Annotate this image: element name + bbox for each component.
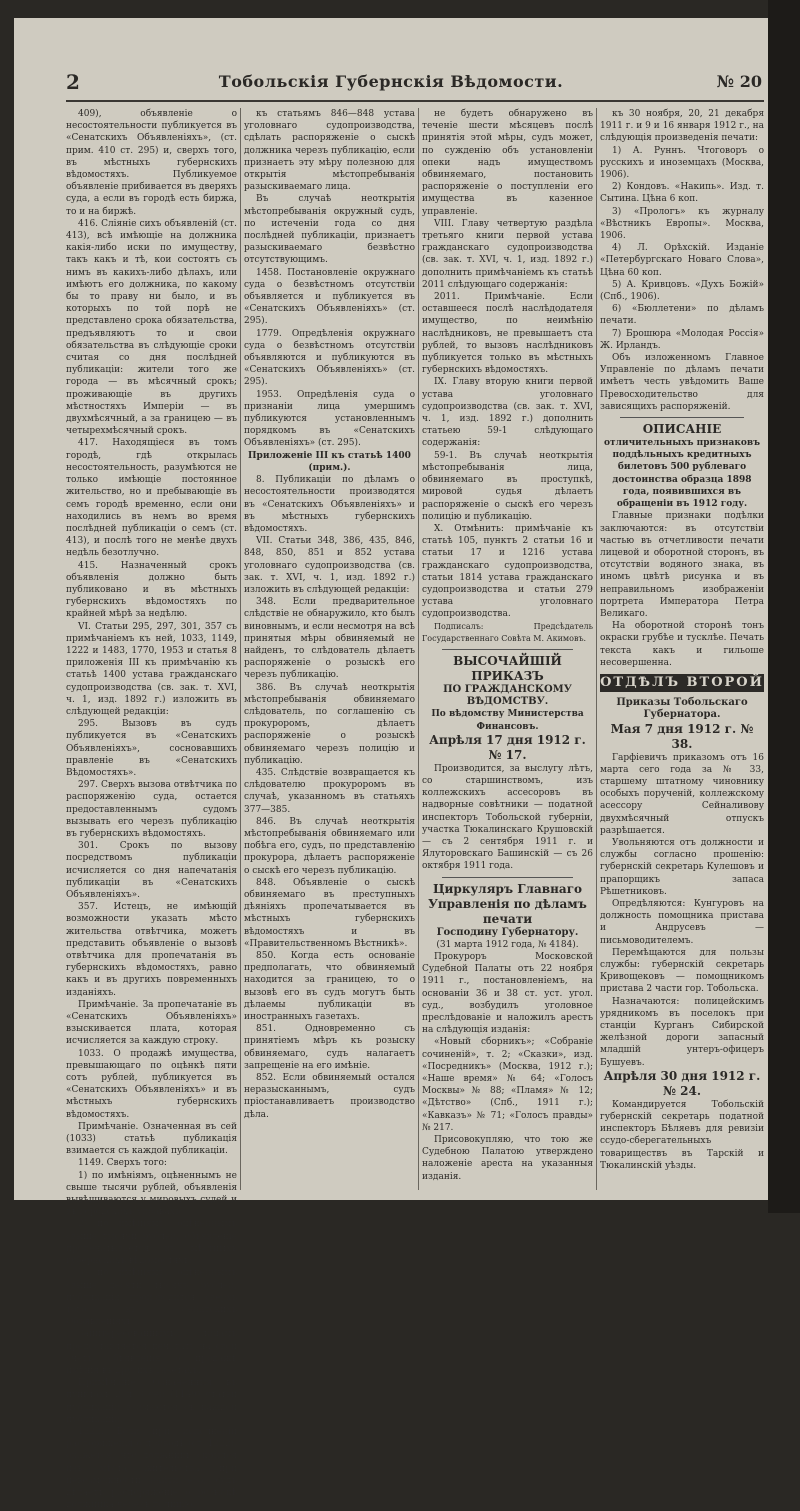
circular-addressee: Господину Губернатору.: [436, 926, 579, 938]
paragraph: 416. Сліяніе сихъ объявленій (ст. 413), всѣ имѣющіе на должника какія-либо иски по имуществу, такъ какъ и тѣ, кои состоятъ съ нимъ въ какихъ-либо дѣлахъ, или имѣютъ его должника, по какому бы то праву ни было, и въ которыхъ по той порѣ не представлено срока обязательства, предъявляютъ то и свои обязательства въ слѣдующіе сроки считая со дня послѣдней публикаціи: жители того же города — въ мѣсячный срокъ; проживающіе въ другихъ мѣстностяхъ Имперіи — въ двухмѣсячный, а за границею — въ четырехмѣсячный срокъ.: [66, 218, 237, 437]
description-subheading: отличительныхъ признаковъ поддѣльныхъ кредитныхъ билетовъ 500 рублеваго достоинства образца 1898 года, появившихся въ обращеніи въ 1912 году.: [603, 438, 760, 510]
paragraph: 850. Когда есть основаніе предполагать, что обвиняемый находится за границею, то о вызовѣ его въ судъ могутъ быть дѣлаемы публикаціи въ иностранныхъ газетахъ.: [244, 951, 415, 1023]
paragraph: 8. Публикаціи по дѣламъ о несостоятельности производятся въ «Сенатскихъ Объявленіяхъ» и въ мѣстныхъ губернскихъ вѣдомостяхъ.: [244, 475, 415, 534]
paragraph: Назначаются: полицейскимъ урядникомъ въ поселокъ при станціи Курганъ Сибирской желѣзной дороги запасный младшій унтеръ-офицеръ Бушуевъ.: [600, 996, 764, 1068]
paragraph: «Новый сборникъ»; «Собраніе сочиненій», т. 2; «Сказки», изд. «Посредникъ» (Москва, 1912 г.); «Наше время» № 64; «Голосъ Москвы» № 88; «Пламя» № 12; «Дѣтство» (Спб., 1911 г.); «Кавказъ» № 71; «Голосъ правды» № 217.: [422, 1037, 593, 1133]
decree-date: Апрѣля 17 дня 1912 г. № 17.: [429, 732, 586, 762]
issue-number: № 20: [716, 72, 762, 91]
paragraph: 1) по имѣніямъ, оцѣненнымъ не свыше тысячи рублей, объявленія вывѣшиваются у мировыхъ судей и въ городскихъ управахъ;: [66, 1170, 237, 1218]
paragraph: Командируется Тобольскій губернскій секретарь податной инспекторъ Бѣляевъ для ревизіи ссудо-сберегательныхъ товариществъ въ Тарскій и Тюкалинскій уѣзды.: [600, 1099, 764, 1171]
page-edge-shadow: [768, 0, 800, 1213]
divider: [442, 877, 573, 878]
page-title: Тобольскія Губернскія Вѣдомости.: [218, 72, 564, 91]
column-1: [66, 108, 237, 1511]
newspaper-page: [14, 18, 768, 1511]
paragraph: 1222. Если при исполненіи распоряженія о приводѣ (ст. 1222), окажется, что должникъ скрылся изъ мѣста жительства, при невозможности найти его, судъ дѣлаетъ распоряженіе о розыскѣ должника черезъ полицію.: [66, 1426, 237, 1511]
circular-date: (31 марта 1912 года, № 4184).: [436, 939, 579, 950]
paragraph: VIII. Главу четвертую раздѣла третьяго книги первой устава гражданскаго судопроизводства (св. зак. т. XVI, ч. 1, изд. 1892 г.) дополнить примѣчаніемъ къ статьѣ 2011 слѣдующаго содержанія:: [422, 218, 593, 290]
paragraph: 3) по имѣніямъ, оцѣненнымъ свыше десяти тысячъ рублей, публикація производится сверхъ того въ «Сенатскихъ Объявленіяхъ».: [66, 1268, 237, 1328]
paragraph: Производится, за выслугу лѣтъ, со старшинствомъ, изъ коллежскихъ ассесоровъ въ надворные совѣтники — податной инспекторъ Тобольской губерніи, участка Тюкалинскаго Крушовскій — съ 2 сентября 1911 г. и Ялуторовскаго Башинскій — съ 26 октября 1911 года.: [422, 763, 593, 872]
paragraph: Увольняются отъ должности и службы согласно прошенію: губернскій секретарь Кулешовъ и прапорщикъ запаса Рѣшетниковъ.: [600, 837, 764, 897]
column-divider: [240, 108, 241, 1190]
paragraph: 1458. Постановленіе окружнаго суда о безвѣстномъ отсутствіи объявляется и публикуется въ «Сенатскихъ Объявленіяхъ» (ст. 295).: [244, 267, 415, 327]
signature-line: Подписалъ: Предсѣдатель Государственнаго Совѣта М. Акимовъ.: [422, 621, 593, 643]
description-heading: ОПИСАНІЕ: [642, 422, 722, 437]
paragraph: къ 30 ноября, 20, 21 декабря 1911 г. и 9 и 16 января 1912 г., на слѣдующія произведенія печати:: [600, 109, 764, 144]
paragraph: не будетъ обнаружено въ теченіе шести мѣсяцевъ послѣ принятія этой мѣры, судъ может, по сужденію объ установленіи опеки надъ имуществомъ обвиняемаго, постановить распоряженіе о поступленіи его имущества въ казенное управленіе.: [422, 109, 593, 217]
decree-heading: ВЫСОЧАЙШІЙ ПРИКАЗЪ: [453, 653, 562, 683]
paragraph: 357. Истецъ, не имѣющій возможности указать мѣсто жительства отвѣтчика, можетъ представить объявленіе о вызовѣ отвѣтчика для пропечатанія въ губернскихъ вѣдомостяхъ, равно какъ и въ другихъ повременныхъ изданіяхъ.: [66, 902, 237, 998]
paragraph: 1779. Опредѣленія окружнаго суда о безвѣстномъ отсутствіи объявляются и публикуются въ «Сенатскихъ Объявленіяхъ» (ст. 295).: [244, 328, 415, 388]
list-item: 5) А. Кривцовъ. «Духъ Божій» (Спб., 1906).: [600, 279, 764, 303]
circular-heading: Циркуляръ Главнаго Управленія по дѣламъ печати: [428, 881, 587, 926]
paragraph: 59-1. Въ случаѣ неоткрытія мѣстопребыванія лица, обвиняемаго въ проступкѣ, мировой судья дѣлаетъ распоряженіе о сыскѣ его черезъ полицію и публикацію.: [422, 450, 593, 522]
section-band: ОТДѢЛЪ ВТОРОЙ: [600, 674, 764, 692]
paragraph: Примѣчаніе. Означенныя въ пунктахъ 2 и 3 сей (1149) статьи публикаціи взимаются съ каждой публикаціи.: [66, 1378, 237, 1425]
page-header: [14, 64, 768, 96]
orders-heading: Приказы Тобольскаго Губернатора.: [616, 697, 748, 721]
paragraph: 848. Объявленіе о сыскѣ обвиняемаго въ преступныхъ дѣяніяхъ пропечатывается въ мѣстныхъ губернскихъ вѣдомостяхъ и въ «Правительственномъ Вѣстникѣ».: [244, 877, 415, 949]
paragraph: 301. Срокъ по вызову посредствомъ публикаціи исчисляется со дня напечатанія публикаціи въ «Сенатскихъ Объявленіяхъ».: [66, 841, 237, 900]
ministry-line: По вѣдомству Министерства Финансовъ.: [431, 709, 584, 732]
column-4: [600, 108, 764, 1190]
paragraph: 348. Если предварительное слѣдствіе не обнаружило, кто былъ виновнымъ, и если несмотря на всѣ принятыя мѣры обвиняемый не найденъ, то слѣдователь дѣлаетъ распоряженіе о розыскѣ его черезъ публикацію.: [244, 597, 415, 681]
list-item: 4) Л. Орѣхскій. Изданіе «Петербургскаго Новаго Слова», Цѣна 60 коп.: [600, 243, 764, 278]
list-item: 2) Кондовъ. «Накипь». Изд. т. Сытина. Цѣна 6 коп.: [600, 182, 764, 205]
paragraph: 1953. Опредѣленія суда о признаніи лица умершимъ публикуются установленнымъ порядкомъ въ «Сенатскихъ Объявленіяхъ» (ст. 295).: [244, 389, 415, 449]
paragraph: 852. Если обвиняемый остался неразысканнымъ, судъ пріостанавливаетъ производство дѣла.: [244, 1073, 415, 1120]
paragraph: 2) по имѣніямъ, оцѣненнымъ свыше тысячи рублей, объявленіе пропечатывается въ мѣстныхъ губернскихъ вѣдомостяхъ;: [66, 1219, 237, 1267]
paragraph: VII. Статьи 348, 386, 435, 846, 848, 850, 851 и 852 устава уголовнаго судопроизводства (св. зак. т. XVI, ч. 1, изд. 1892 г.) изложить въ слѣдующей редакціи:: [244, 536, 415, 595]
header-rule: [66, 100, 764, 102]
paragraph: Перемѣщаются для пользы службы: губернскій секретарь Кривощековъ — помощникомъ пристава 2 части гор. Тобольска.: [600, 947, 764, 995]
paragraph: 417. Находящіеся въ томъ городѣ, гдѣ открылась несостоятельность, разумѣются не только имѣющіе постоянное жительство, но и пребывающіе въ семъ городѣ временно, если они находились въ немъ во время послѣдней публикаціи о семъ (ст. 413), и послѣ того не менѣе двухъ недѣль безотлучно.: [66, 438, 237, 559]
column-divider: [418, 108, 419, 1190]
paragraph: 435. Слѣдствіе возвращается къ слѣдователю прокуроромъ въ случаѣ, указанномъ въ статьяхъ 377—385.: [244, 767, 415, 815]
list-item: 1) А. Руннъ. Чтоговоръ о русскихъ и иноземцахъ (Москва, 1906).: [600, 145, 764, 181]
column-2: [244, 108, 415, 1190]
paragraph: 2011. Примѣчаніе. Если оставшееся послѣ наслѣдодателя имущество, по неимѣнію наслѣдниковъ, не превышаетъ ста рублей, то вызовъ наслѣдниковъ публикуется только въ мѣстныхъ губернскихъ вѣдомостяхъ.: [422, 292, 593, 376]
paragraph: 386. Въ случаѣ неоткрытія мѣстопребыванія обвиняемаго слѣдователь, по соглашенію съ прокуроромъ, дѣлаетъ распоряженіе о розыскѣ обвиняемаго черезъ полицію и публикацію.: [244, 682, 415, 766]
paragraph: На оборотной сторонѣ тонъ окраски грубѣе и тусклѣе. Печать текста какъ и гильоше несовершенна.: [600, 621, 764, 668]
paragraph: Присовокупляю, что тою же Судебною Палатою утверждено наложеніе ареста на указанныя изданія.: [422, 1135, 593, 1182]
paragraph: Гарфіевичъ приказомъ отъ 16 марта сего года за № 33, старшему штатному чиновнику особыхъ порученій, коллежскому асессору Сейналивову двухмѣсячный отпускъ разрѣшается.: [600, 752, 764, 836]
columns: [66, 108, 764, 1511]
divider: [442, 649, 573, 650]
paragraph: 1033. О продажѣ имущества, превышающаго по оцѣнкѣ пяти сотъ рублей, публикуется въ «Сенатскихъ Объявленіяхъ» и въ мѣстныхъ губернскихъ вѣдомостяхъ.: [66, 1048, 237, 1120]
paragraph: 297. Сверхъ вызова отвѣтчика по распоряженію суда, остается предоставленнымъ судомъ вызывать его черезъ публикацію въ губернскихъ вѣдомостяхъ.: [66, 780, 237, 839]
order-date: Мая 7 дня 1912 г. № 38.: [610, 721, 754, 751]
list-item: 3) «Прологъ» къ журналу «Вѣстникъ Европы». Москва, 1906.: [600, 206, 764, 242]
paragraph: X. Отмѣнить: примѣчаніе къ статьѣ 105, пунктъ 2 статьи 16 и статьи 17 и 1216 устава гражданскаго судопроизводства, статьи 1814 устава гражданскаго судопроизводства и статьи 279 устава уголовнаго судопроизводства.: [422, 523, 593, 620]
paragraph: 409), объявленіе о несостоятельности публикуется въ «Сенатскихъ Объявленіяхъ», (ст. прим. 410 ст. 295) и, сверхъ того, въ мѣстныхъ губернскихъ вѣдомостяхъ. Публикуемое объявленіе прибивается въ дверяхъ суда, а если въ городѣ есть биржа, то и на биржѣ.: [66, 109, 237, 217]
order-date: Апрѣля 30 дня 1912 г. № 24.: [603, 1068, 761, 1098]
paragraph: Объ изложенномъ Главное Управленіе по дѣламъ печати имѣетъ честь увѣдомить Ваше Превосходительство для зависящихъ распоряженій.: [600, 353, 764, 412]
page-number: 2: [66, 70, 80, 94]
list-item: 6) «Бюллетени» по дѣламъ печати.: [600, 304, 764, 327]
decree-subheading: ПО ГРАЖДАНСКОМУ ВѢДОМСТВУ.: [443, 683, 572, 708]
column-3: [422, 108, 593, 1190]
divider: [620, 417, 744, 418]
paragraph: 846. Въ случаѣ неоткрытія мѣстопребыванія обвиняемаго или побѣга его, судъ, по представленію прокурора, дѣлаетъ распоряженіе о сыскѣ его черезъ публикацію.: [244, 816, 415, 876]
paragraph: 415. Назначенный срокъ объявленія должно быть публиковано и въ мѣстныхъ губернскихъ вѣдомостяхъ по крайней мѣрѣ за недѣлю.: [66, 560, 237, 620]
column-divider: [596, 108, 597, 1190]
paragraph: 1149. Сверхъ того:: [78, 1158, 167, 1169]
paragraph: Примѣчаніе. Означенная въ сей (1033) статьѣ публикація взимается съ каждой публикаціи.: [66, 1121, 237, 1157]
paragraph: IX. Главу вторую книги первой устава уголовнаго судопроизводства (св. зак. т. XVI, ч. 1, изд. 1892 г.) дополнить статьею 59-1 слѣдующаго содержанія:: [422, 377, 593, 449]
paragraph: Заинтересованнымъ лицамъ предоставляется печатать на свой счетъ объявленія о продажѣ имѣнія въ другихъ газетахъ.: [66, 1329, 237, 1376]
paragraph: Опредѣляются: Кунгуровъ на должность помощника пристава и Андрусевъ — письмоводителемъ.: [600, 898, 764, 946]
paragraph: Въ случаѣ неоткрытія мѣстопребыванія окружный судъ, по истеченіи года со дня послѣдней публикаціи, признаетъ разыскиваемаго безвѣстно отсутствующимъ.: [244, 194, 415, 266]
paragraph: къ статьямъ 846—848 устава уголовнаго судопроизводства, сдѣлать распоряженіе о сыскѣ должника черезъ публикацію, если признаетъ эту мѣру полезною для открытія мѣстопребыванія разыскиваемаго лица.: [244, 109, 415, 193]
appendix-heading: Приложеніе III къ статьѣ 1400 (прим.).: [248, 450, 411, 473]
paragraph: Главные признаки подѣлки заключаются: въ отсутствіи частью въ отчетливости печати лицевой и оборотной сторонъ, въ отсутствіи водяного знака, въ иномъ цвѣтѣ рисунка и въ неправильномъ изображеніи портрета Императора Петра Великаго.: [600, 511, 764, 619]
paragraph: VI. Статьи 295, 297, 301, 357 съ примѣчаніемъ къ ней, 1033, 1149, 1222 и 1483, 1770, 1953 и статья 8 приложенія III къ примѣчанію къ статьѣ 1400 устава гражданскаго судопроизводства (св. зак. т. XVI, ч. 1, изд. 1892 г.) изложить въ слѣдующей редакціи:: [66, 621, 237, 717]
list-item: 7) Брошюра «Молодая Россія» Ж. Ирландъ.: [600, 328, 764, 351]
paragraph: 851. Одновременно съ принятіемъ мѣръ къ розыску обвиняемаго, судъ налагаетъ запрещеніе на его имѣніе.: [244, 1024, 415, 1071]
paragraph: Прокуроръ Московской Судебной Палаты отъ 22 ноября 1911 г., постановленіемъ, на основаніи 36 и 38 ст. уст. угол. суд., возбудилъ уголовное преслѣдованіе и наложилъ арестъ на слѣдующія изданія:: [422, 951, 593, 1036]
paragraph: Примѣчаніе. За пропечатаніе въ «Сенатскихъ Объявленіяхъ» взыскивается плата, которая исчисляется за каждую строку.: [66, 999, 237, 1047]
paragraph: 295. Вызовъ въ судъ публикуется въ «Сенатскихъ Объявленіяхъ», сосновавшихъ правленіе въ «Сенатскихъ Вѣдомостяхъ».: [66, 719, 237, 778]
